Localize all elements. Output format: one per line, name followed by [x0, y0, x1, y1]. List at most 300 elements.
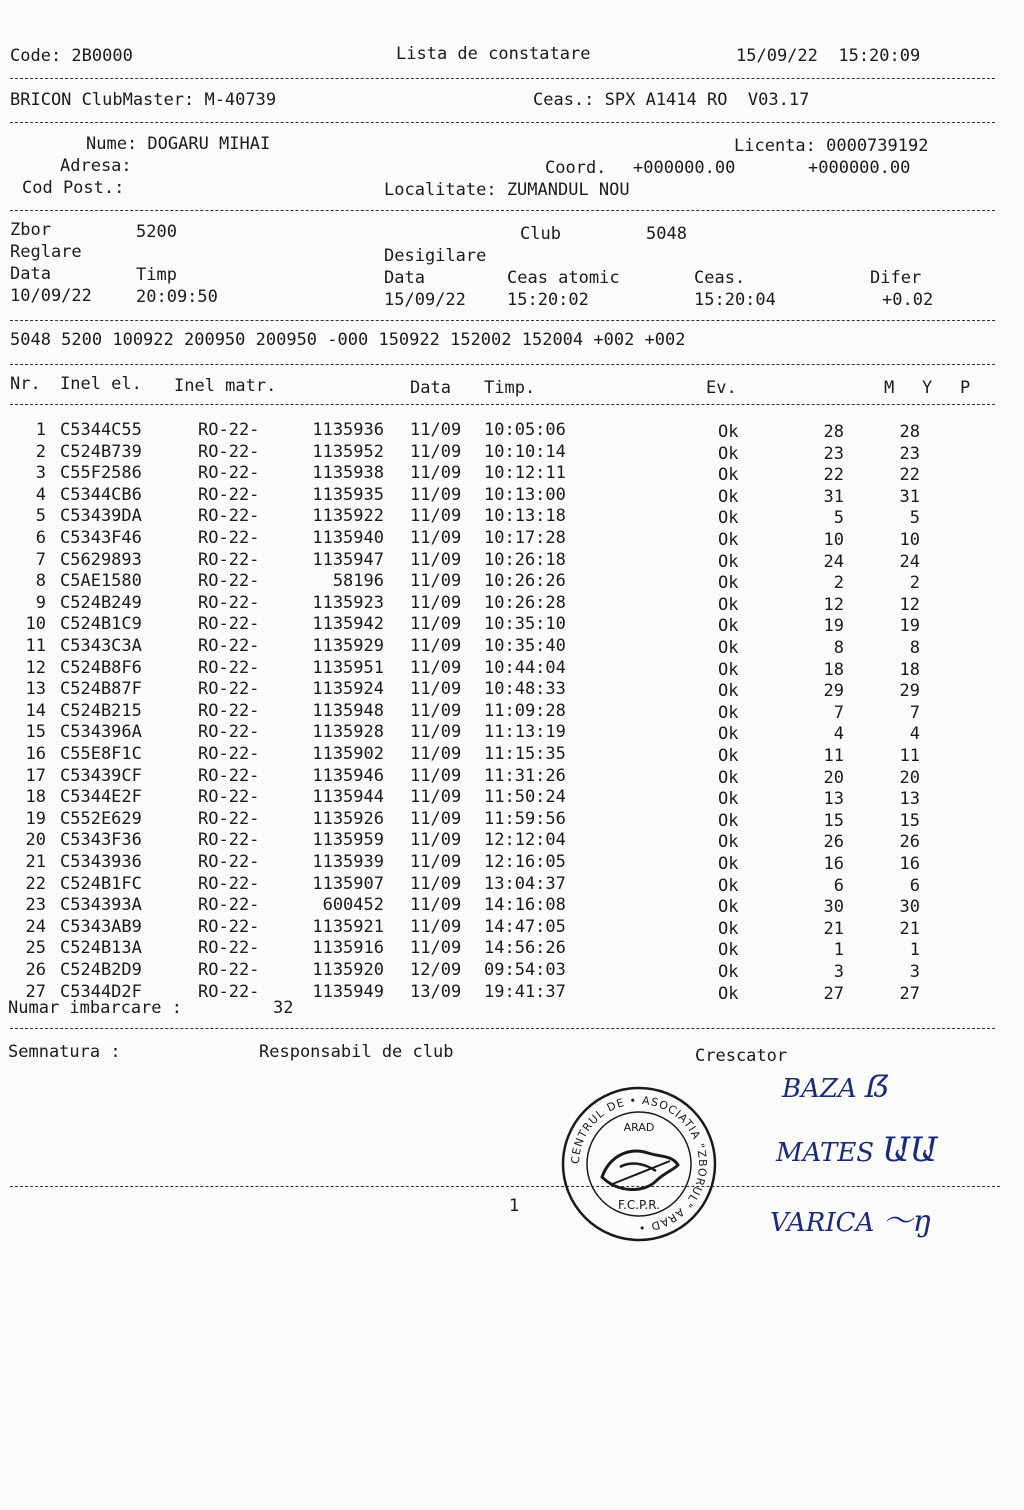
- cell-date: 11/09: [410, 916, 462, 937]
- col-header-ev: Ev.: [706, 378, 737, 398]
- divider: [10, 404, 995, 405]
- cell-date: 11/09: [410, 657, 462, 678]
- cell-date: 11/09: [410, 765, 462, 786]
- cell-ring-prefix: RO-22-: [198, 895, 260, 916]
- owner-address: Adresa:: [60, 156, 132, 176]
- cell-date: 11/09: [410, 614, 462, 635]
- cell-inel-matr: 1135959: [312, 830, 384, 851]
- svg-text:ARAD: ARAD: [623, 1121, 655, 1134]
- cell-nr: 7: [35, 549, 46, 570]
- cell-m: 13: [823, 789, 844, 810]
- cell-date: 11/09: [410, 571, 462, 592]
- cell-y: 27: [899, 983, 920, 1004]
- cell-event: Ok: [718, 594, 739, 615]
- owner-locality: Localitate: ZUMANDUL NOU: [384, 180, 630, 200]
- cell-event: Ok: [718, 875, 739, 896]
- cell-time: 10:26:28: [484, 592, 566, 613]
- cell-ring-prefix: RO-22-: [198, 657, 260, 678]
- handwritten-signature-3: VARICA 〜ŋ: [770, 1204, 932, 1239]
- cell-nr: 3: [35, 463, 46, 484]
- flight-value: 5200: [136, 222, 177, 242]
- cell-inel-el: C524B87F: [60, 679, 142, 700]
- cell-y: 19: [899, 616, 920, 637]
- cell-m: 4: [833, 724, 844, 745]
- cell-inel-el: C5343AB9: [60, 916, 142, 937]
- cell-event: Ok: [718, 702, 739, 723]
- cell-inel-el: C524B249: [60, 592, 142, 613]
- cell-ring-prefix: RO-22-: [198, 960, 260, 980]
- cell-m: 21: [823, 918, 844, 939]
- divider: [10, 1186, 1000, 1187]
- cell-inel-el: C53439CF: [60, 765, 142, 786]
- flight-label: Zbor: [10, 220, 51, 240]
- cell-ring-prefix: RO-22-: [198, 938, 260, 959]
- cell-y: 20: [899, 767, 920, 788]
- cell-ring-prefix: RO-22-: [198, 765, 260, 786]
- cell-ring-prefix: RO-22-: [198, 463, 260, 484]
- reglare-time-label: Timp: [136, 265, 177, 285]
- cell-ring-prefix: RO-22-: [198, 722, 260, 743]
- cell-event: Ok: [718, 530, 739, 550]
- cell-inel-el: C534393A: [60, 895, 142, 916]
- cell-event: Ok: [718, 940, 739, 961]
- cell-ring-prefix: RO-22-: [198, 484, 260, 505]
- cell-time: 09:54:03: [484, 960, 566, 980]
- cell-nr: 24: [25, 916, 46, 937]
- page-number: 1: [509, 1196, 520, 1216]
- cell-y: 21: [899, 918, 920, 939]
- cell-date: 13/09: [410, 981, 462, 1002]
- cell-inel-el: C524B739: [60, 441, 142, 462]
- cell-inel-matr: 1135907: [312, 873, 384, 894]
- cell-time: 11:59:56: [484, 808, 566, 829]
- cell-y: 3: [909, 962, 920, 982]
- cell-nr: 10: [25, 614, 46, 635]
- cell-event: Ok: [718, 897, 739, 918]
- cell-event: Ok: [718, 832, 739, 853]
- cell-ring-prefix: RO-22-: [198, 981, 260, 1002]
- cell-ring-prefix: RO-22-: [198, 808, 260, 829]
- club-responsible-label: Responsabil de club: [259, 1042, 454, 1062]
- cell-inel-matr: 1135928: [312, 722, 384, 743]
- cell-y: 28: [899, 422, 920, 442]
- cell-inel-matr: 600452: [322, 895, 384, 916]
- cell-ring-prefix: RO-22-: [198, 873, 260, 894]
- cell-time: 11:31:26: [484, 765, 566, 786]
- cell-m: 20: [823, 767, 844, 788]
- cell-inel-el: C524B1FC: [60, 873, 142, 894]
- cell-time: 10:13:18: [484, 506, 566, 527]
- cell-inel-el: C552E629: [60, 808, 142, 829]
- col-header-nr: Nr.: [10, 374, 41, 394]
- cell-nr: 9: [35, 592, 46, 613]
- cell-event: Ok: [718, 746, 739, 766]
- cell-ring-prefix: RO-22-: [198, 506, 260, 527]
- cell-inel-matr: 1135929: [312, 636, 384, 656]
- cell-time: 12:16:05: [484, 852, 566, 872]
- cell-m: 23: [823, 443, 844, 464]
- cell-time: 10:35:10: [484, 614, 566, 635]
- cell-y: 4: [909, 724, 920, 745]
- cell-inel-el: C5344E2F: [60, 787, 142, 808]
- cell-inel-matr: 1135923: [312, 592, 384, 613]
- cell-time: 12:12:04: [484, 830, 566, 851]
- cell-date: 11/09: [410, 592, 462, 613]
- col-header-m: M: [884, 378, 895, 398]
- cell-y: 8: [909, 638, 920, 658]
- cell-time: 10:10:14: [484, 441, 566, 462]
- cell-time: 10:26:18: [484, 549, 566, 570]
- cell-ring-prefix: RO-22-: [198, 420, 260, 440]
- cell-time: 11:09:28: [484, 700, 566, 721]
- cell-date: 11/09: [410, 549, 462, 570]
- reglare-date-label: Data: [10, 264, 51, 284]
- reglare-date: 10/09/22: [10, 286, 92, 306]
- cell-y: 11: [899, 746, 920, 766]
- cell-inel-matr: 1135944: [312, 787, 384, 808]
- club-label: Club: [520, 224, 561, 244]
- cell-event: Ok: [718, 508, 739, 529]
- cell-nr: 21: [25, 852, 46, 872]
- divider: [10, 210, 995, 211]
- cell-nr: 23: [25, 895, 46, 916]
- atomic-clock-time: 15:20:02: [507, 290, 589, 310]
- cell-time: 11:13:19: [484, 722, 566, 743]
- cell-time: 10:17:28: [484, 528, 566, 548]
- cell-event: Ok: [718, 486, 739, 507]
- cell-inel-el: C5344D2F: [60, 981, 142, 1002]
- cell-date: 11/09: [410, 420, 462, 440]
- col-header-data: Data: [410, 378, 451, 398]
- cell-inel-el: C524B1C9: [60, 614, 142, 635]
- cell-inel-matr: 58196: [332, 571, 384, 592]
- cell-ring-prefix: RO-22-: [198, 679, 260, 700]
- cell-date: 11/09: [410, 787, 462, 808]
- code-line: 5048 5200 100922 200950 200950 -000 150922 152002 152004 +002 +002: [10, 330, 686, 350]
- cell-inel-el: C5343F36: [60, 830, 142, 851]
- divider: [10, 1028, 995, 1029]
- cell-inel-matr: 1135939: [312, 852, 384, 872]
- col-header-timp: Timp.: [484, 378, 536, 398]
- clubmaster-id: BRICON ClubMaster: M-40739: [10, 90, 277, 110]
- cell-y: 31: [899, 486, 920, 507]
- cell-m: 19: [823, 616, 844, 637]
- svg-text:CENTRUL DE • ASOCIATIA "ZBORUL: CENTRUL DE • ASOCIATIA "ZBORUL" ARAD •: [568, 1093, 710, 1235]
- document-code: Code: 2B0000: [10, 46, 133, 66]
- owner-postal: Cod Post.:: [22, 178, 125, 198]
- cell-nr: 13: [25, 679, 46, 700]
- cell-m: 18: [823, 659, 844, 680]
- reglare-time: 20:09:50: [136, 287, 218, 307]
- cell-y: 22: [899, 465, 920, 486]
- cell-inel-matr: 1135926: [312, 808, 384, 829]
- cell-inel-matr: 1135942: [312, 614, 384, 635]
- cell-event: Ok: [718, 422, 739, 442]
- cell-y: 23: [899, 443, 920, 464]
- cell-date: 11/09: [410, 830, 462, 851]
- cell-y: 30: [899, 897, 920, 918]
- cell-date: 11/09: [410, 528, 462, 548]
- cell-date: 11/09: [410, 852, 462, 872]
- cell-inel-el: C5AE1580: [60, 571, 142, 592]
- cell-date: 12/09: [410, 960, 462, 980]
- cell-inel-matr: 1135920: [312, 960, 384, 980]
- cell-m: 16: [823, 854, 844, 874]
- difference-label: Difer: [870, 268, 922, 288]
- handwritten-signature-2: MATES ԱԱ: [776, 1130, 938, 1170]
- cell-nr: 1: [35, 420, 46, 440]
- cell-event: Ok: [718, 767, 739, 788]
- cell-time: 10:26:26: [484, 571, 566, 592]
- cell-date: 11/09: [410, 484, 462, 505]
- cell-inel-el: C524B13A: [60, 938, 142, 959]
- cell-y: 26: [899, 832, 920, 853]
- cell-event: Ok: [718, 724, 739, 745]
- cell-event: Ok: [718, 659, 739, 680]
- cell-date: 11/09: [410, 808, 462, 829]
- cell-inel-matr: 1135949: [312, 981, 384, 1002]
- cell-inel-el: C53439DA: [60, 506, 142, 527]
- cell-time: 10:12:11: [484, 463, 566, 484]
- cell-event: Ok: [718, 638, 739, 658]
- cell-inel-matr: 1135935: [312, 484, 384, 505]
- cell-m: 31: [823, 486, 844, 507]
- cell-time: 11:50:24: [484, 787, 566, 808]
- cell-y: 6: [909, 875, 920, 896]
- desigilare-label: Desigilare: [384, 246, 487, 266]
- divider: [10, 122, 995, 123]
- cell-m: 15: [823, 810, 844, 831]
- cell-date: 11/09: [410, 873, 462, 894]
- cell-y: 2: [909, 573, 920, 594]
- document-title: Lista de constatare: [396, 44, 591, 64]
- breeder-label: Crescator: [695, 1046, 788, 1066]
- cell-inel-el: C5344C55: [60, 420, 142, 440]
- cell-nr: 6: [35, 528, 46, 548]
- cell-m: 6: [833, 875, 844, 896]
- cell-y: 29: [899, 681, 920, 702]
- cell-inel-el: C524B8F6: [60, 657, 142, 678]
- cell-nr: 16: [25, 744, 46, 764]
- cell-ring-prefix: RO-22-: [198, 614, 260, 635]
- clock-label: Ceas.: [694, 268, 746, 288]
- cell-inel-el: C524B2D9: [60, 960, 142, 980]
- cell-nr: 27: [25, 981, 46, 1002]
- cell-date: 11/09: [410, 700, 462, 721]
- cell-nr: 17: [25, 765, 46, 786]
- cell-event: Ok: [718, 789, 739, 810]
- print-datetime: 15/09/22 15:20:09: [736, 46, 921, 66]
- cell-time: 10:35:40: [484, 636, 566, 656]
- cell-event: Ok: [718, 551, 739, 572]
- cell-event: Ok: [718, 681, 739, 702]
- cell-m: 22: [823, 465, 844, 486]
- boarding-count: 32: [273, 998, 294, 1018]
- cell-date: 11/09: [410, 722, 462, 743]
- cell-y: 15: [899, 810, 920, 831]
- clock-time: 15:20:04: [694, 290, 776, 310]
- cell-y: 10: [899, 530, 920, 550]
- cell-m: 10: [823, 530, 844, 550]
- cell-date: 11/09: [410, 441, 462, 462]
- cell-y: 5: [909, 508, 920, 529]
- club-value: 5048: [646, 224, 687, 244]
- coord-label: Coord.: [545, 158, 607, 178]
- cell-inel-matr: 1135902: [312, 744, 384, 764]
- signature-label: Semnatura :: [8, 1042, 121, 1062]
- owner-name: Nume: DOGARU MIHAI: [86, 134, 271, 154]
- cell-m: 26: [823, 832, 844, 853]
- cell-time: 14:16:08: [484, 895, 566, 916]
- cell-inel-el: C524B215: [60, 700, 142, 721]
- cell-y: 1: [909, 940, 920, 961]
- cell-m: 5: [833, 508, 844, 529]
- cell-inel-matr: 1135936: [312, 420, 384, 440]
- divider: [10, 320, 995, 321]
- cell-date: 11/09: [410, 636, 462, 656]
- cell-m: 28: [823, 422, 844, 442]
- cell-m: 27: [823, 983, 844, 1004]
- cell-nr: 11: [25, 636, 46, 656]
- desigilare-date: 15/09/22: [384, 290, 466, 310]
- divider: [10, 364, 995, 365]
- reglare-label: Reglare: [10, 242, 82, 262]
- cell-inel-matr: 1135951: [312, 657, 384, 678]
- cell-time: 10:48:33: [484, 679, 566, 700]
- cell-time: 14:47:05: [484, 916, 566, 937]
- cell-nr: 15: [25, 722, 46, 743]
- cell-date: 11/09: [410, 895, 462, 916]
- cell-inel-matr: 1135921: [312, 916, 384, 937]
- cell-event: Ok: [718, 983, 739, 1004]
- cell-y: 24: [899, 551, 920, 572]
- cell-date: 11/09: [410, 744, 462, 764]
- cell-event: Ok: [718, 854, 739, 874]
- cell-m: 3: [833, 962, 844, 982]
- cell-nr: 8: [35, 571, 46, 592]
- cell-date: 11/09: [410, 506, 462, 527]
- cell-time: 10:44:04: [484, 657, 566, 678]
- cell-inel-el: C5343F46: [60, 528, 142, 548]
- cell-m: 12: [823, 594, 844, 615]
- cell-inel-matr: 1135916: [312, 938, 384, 959]
- cell-ring-prefix: RO-22-: [198, 592, 260, 613]
- col-header-y: Y: [922, 378, 933, 398]
- cell-m: 8: [833, 638, 844, 658]
- cell-ring-prefix: RO-22-: [198, 916, 260, 937]
- cell-inel-matr: 1135946: [312, 765, 384, 786]
- cell-y: 16: [899, 854, 920, 874]
- difference-value: +0.02: [882, 290, 934, 310]
- cell-ring-prefix: RO-22-: [198, 830, 260, 851]
- svg-text:F.C.P.R.: F.C.P.R.: [618, 1198, 660, 1212]
- cell-nr: 5: [35, 506, 46, 527]
- cell-inel-matr: 1135938: [312, 463, 384, 484]
- cell-ring-prefix: RO-22-: [198, 441, 260, 462]
- cell-m: 2: [833, 573, 844, 594]
- cell-inel-matr: 1135940: [312, 528, 384, 548]
- cell-time: 14:56:26: [484, 938, 566, 959]
- cell-inel-el: C5343C3A: [60, 636, 142, 656]
- col-header-inel-el: Inel el.: [60, 374, 142, 394]
- cell-nr: 18: [25, 787, 46, 808]
- cell-event: Ok: [718, 616, 739, 637]
- cell-event: Ok: [718, 443, 739, 464]
- owner-license: Licenta: 0000739192: [734, 136, 929, 156]
- cell-y: 18: [899, 659, 920, 680]
- cell-inel-el: C5344CB6: [60, 484, 142, 505]
- cell-event: Ok: [718, 918, 739, 939]
- desigilare-date-label: Data: [384, 268, 425, 288]
- cell-nr: 2: [35, 441, 46, 462]
- cell-time: 13:04:37: [484, 873, 566, 894]
- club-stamp-icon: [560, 1085, 718, 1243]
- cell-y: 12: [899, 594, 920, 615]
- col-header-p: P: [960, 378, 971, 398]
- cell-time: 10:13:00: [484, 484, 566, 505]
- cell-ring-prefix: RO-22-: [198, 571, 260, 592]
- cell-nr: 20: [25, 830, 46, 851]
- cell-time: 11:15:35: [484, 744, 566, 764]
- cell-m: 29: [823, 681, 844, 702]
- cell-inel-matr: 1135922: [312, 506, 384, 527]
- cell-time: 10:05:06: [484, 420, 566, 440]
- cell-date: 11/09: [410, 679, 462, 700]
- cell-nr: 14: [25, 700, 46, 721]
- cell-nr: 4: [35, 484, 46, 505]
- cell-nr: 22: [25, 873, 46, 894]
- cell-ring-prefix: RO-22-: [198, 787, 260, 808]
- cell-inel-matr: 1135947: [312, 549, 384, 570]
- cell-ring-prefix: RO-22-: [198, 636, 260, 656]
- clock-id: Ceas.: SPX A1414 RO V03.17: [533, 90, 810, 110]
- cell-m: 11: [823, 746, 844, 766]
- cell-inel-matr: 1135952: [312, 441, 384, 462]
- cell-m: 24: [823, 551, 844, 572]
- cell-m: 30: [823, 897, 844, 918]
- cell-y: 13: [899, 789, 920, 810]
- cell-ring-prefix: RO-22-: [198, 528, 260, 548]
- cell-inel-el: C534396A: [60, 722, 142, 743]
- cell-ring-prefix: RO-22-: [198, 700, 260, 721]
- coord-lat: +000000.00: [633, 158, 736, 178]
- boarding-label: Numar imbarcare :: [8, 998, 182, 1018]
- cell-event: Ok: [718, 465, 739, 486]
- coord-lon: +000000.00: [808, 158, 911, 178]
- cell-nr: 19: [25, 808, 46, 829]
- cell-m: 7: [833, 702, 844, 723]
- divider: [10, 78, 995, 79]
- cell-event: Ok: [718, 573, 739, 594]
- cell-inel-el: C55F2586: [60, 463, 142, 484]
- cell-y: 7: [909, 702, 920, 723]
- cell-date: 11/09: [410, 463, 462, 484]
- cell-inel-matr: 1135948: [312, 700, 384, 721]
- cell-event: Ok: [718, 810, 739, 831]
- cell-m: 1: [833, 940, 844, 961]
- cell-ring-prefix: RO-22-: [198, 744, 260, 764]
- col-header-inel-matr: Inel matr.: [174, 376, 277, 396]
- atomic-clock-label: Ceas atomic: [507, 268, 620, 288]
- cell-event: Ok: [718, 962, 739, 982]
- cell-nr: 12: [25, 657, 46, 678]
- handwritten-signature-1: BAZA ẞ: [782, 1070, 890, 1105]
- cell-ring-prefix: RO-22-: [198, 549, 260, 570]
- cell-inel-el: C5629893: [60, 549, 142, 570]
- cell-inel-el: C55E8F1C: [60, 744, 142, 764]
- cell-date: 11/09: [410, 938, 462, 959]
- cell-inel-el: C5343936: [60, 852, 142, 872]
